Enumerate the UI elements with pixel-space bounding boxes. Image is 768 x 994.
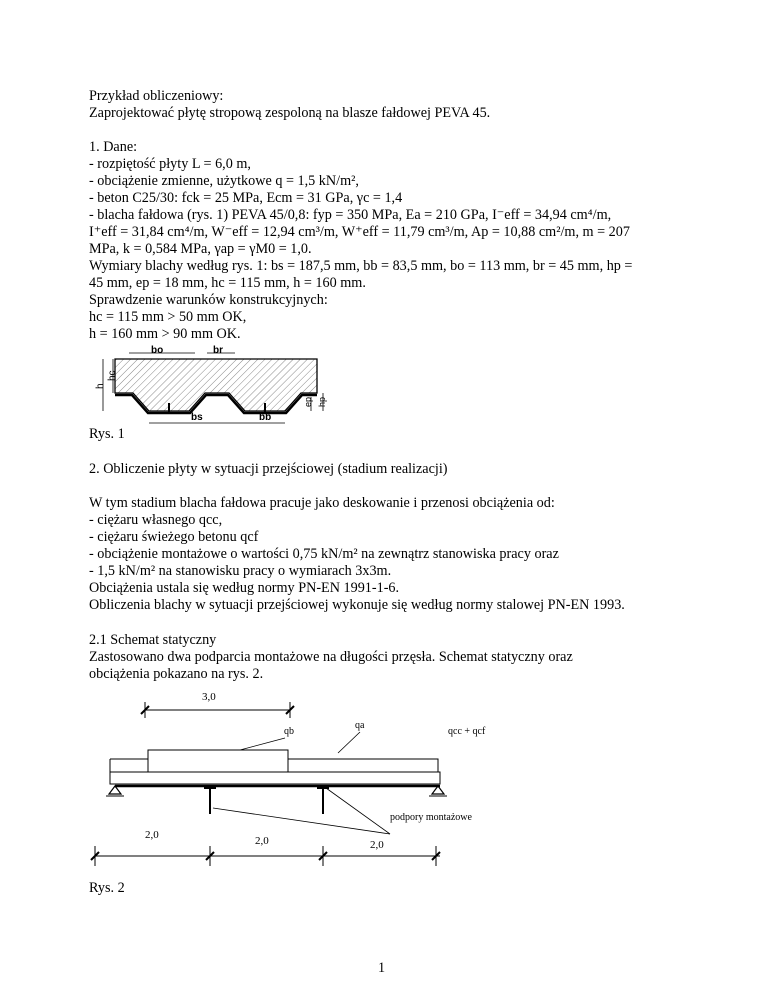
s1-line-8: Sprawdzenie warunków konstrukcyjnych: (89, 292, 328, 308)
load-qa (288, 759, 438, 772)
label-qcc-qcf: qcc + qcf (448, 726, 486, 737)
s2-line-2: - ciężaru świeżego betonu qcf (89, 529, 259, 545)
s2-line-5: Obciążenia ustala się według normy PN-EN 1991-1-6. (89, 580, 400, 596)
s1-line-4: I⁺eff = 31,84 cm⁴/m, W⁻eff = 12,94 cm³/m, W⁺eff = 11,79 cm³/m, Ap = 10,88 cm²/m, m = 207 (89, 224, 630, 240)
s2-line-4: - 1,5 kN/m² na stanowisku pracy o wymiarach 3x3m. (89, 563, 392, 579)
section21-heading: 2.1 Schemat statyczny (89, 632, 217, 648)
s2-line-6: Obliczenia blachy w sytuacji przejściowej wykonuje się według normy stalowej PN-EN 1993. (89, 597, 625, 613)
label-ep: ep (303, 396, 313, 407)
s2-line-0: W tym stadium blacha fałdowa pracuje jako deskowanie i przenosi obciążenia od: (89, 495, 555, 511)
label-bb: bb (259, 412, 272, 423)
s1-line-3: - blacha fałdowa (rys. 1) PEVA 45/0,8: fyp = 350 MPa, Ea = 210 GPa, I⁻eff = 34,94 cm⁴/m, (89, 207, 612, 223)
load-qb (148, 750, 288, 772)
s1-line-0: - rozpiętość płyty L = 6,0 m, (89, 156, 251, 172)
s1-line-2: - beton C25/30: fck = 25 MPa, Ecm = 31 GPa, γc = 1,4 (89, 190, 403, 206)
dim-top-3: 3,0 (202, 691, 216, 703)
figure-2-caption: Rys. 2 (89, 880, 125, 896)
s1-line-5: MPa, k = 0,584 MPa, γap = γM0 = 1,0. (89, 241, 312, 257)
title-line-2: Zaprojektować płytę stropową zespoloną na blasze fałdowej PEVA 45. (89, 105, 491, 121)
span-2: 2,0 (255, 835, 269, 847)
s21-line-0: Zastosowano dwa podparcia montażowe na długości przęsła. Schemat statyczny oraz (89, 649, 573, 665)
label-qa: qa (355, 720, 365, 731)
concrete-slab (115, 359, 317, 411)
label-bo: bo (151, 345, 164, 356)
label-qb: qb (284, 726, 294, 737)
label-bs: bs (191, 412, 203, 423)
section1-heading: 1. Dane: (89, 139, 138, 155)
label-podpory: podpory montażowe (390, 812, 472, 823)
s1-line-1: - obciążenie zmienne, użytkowe q = 1,5 kN/m², (89, 173, 359, 189)
s2-line-3: - obciążenie montażowe o wartości 0,75 kN/m² na zewnątrz stanowiska pracy oraz (89, 546, 559, 562)
s1-line-6: Wymiary blachy według rys. 1: bs = 187,5 mm, bb = 83,5 mm, bo = 113 mm, br = 45 mm, hp = (89, 258, 633, 274)
span-1: 2,0 (145, 829, 159, 841)
section2-heading: 2. Obliczenie płyty w sytuacji przejściowej (stadium realizacji) (89, 461, 448, 477)
label-br: br (213, 345, 223, 356)
label-hp: hp (317, 396, 327, 407)
figure-1-caption: Rys. 1 (89, 426, 125, 442)
span-3: 2,0 (370, 839, 384, 851)
page-number: 1 (378, 960, 386, 976)
load-qcc-qcf (110, 772, 440, 784)
label-hc: hc (107, 370, 118, 381)
s21-line-1: obciążenia pokazano na rys. 2. (89, 666, 264, 682)
s1-line-7: 45 mm, ep = 18 mm, hc = 115 mm, h = 160 mm. (89, 275, 366, 291)
s1-line-10: h = 160 mm > 90 mm OK. (89, 326, 241, 342)
figure-1-deck-section (95, 345, 335, 430)
s1-line-9: hc = 115 mm > 50 mm OK, (89, 309, 247, 325)
label-h: h (95, 383, 106, 389)
s2-line-1: - ciężaru własnego qcc, (89, 512, 223, 528)
figure-2-static-scheme (90, 688, 540, 878)
title-line-1: Przykład obliczeniowy: (89, 88, 224, 104)
